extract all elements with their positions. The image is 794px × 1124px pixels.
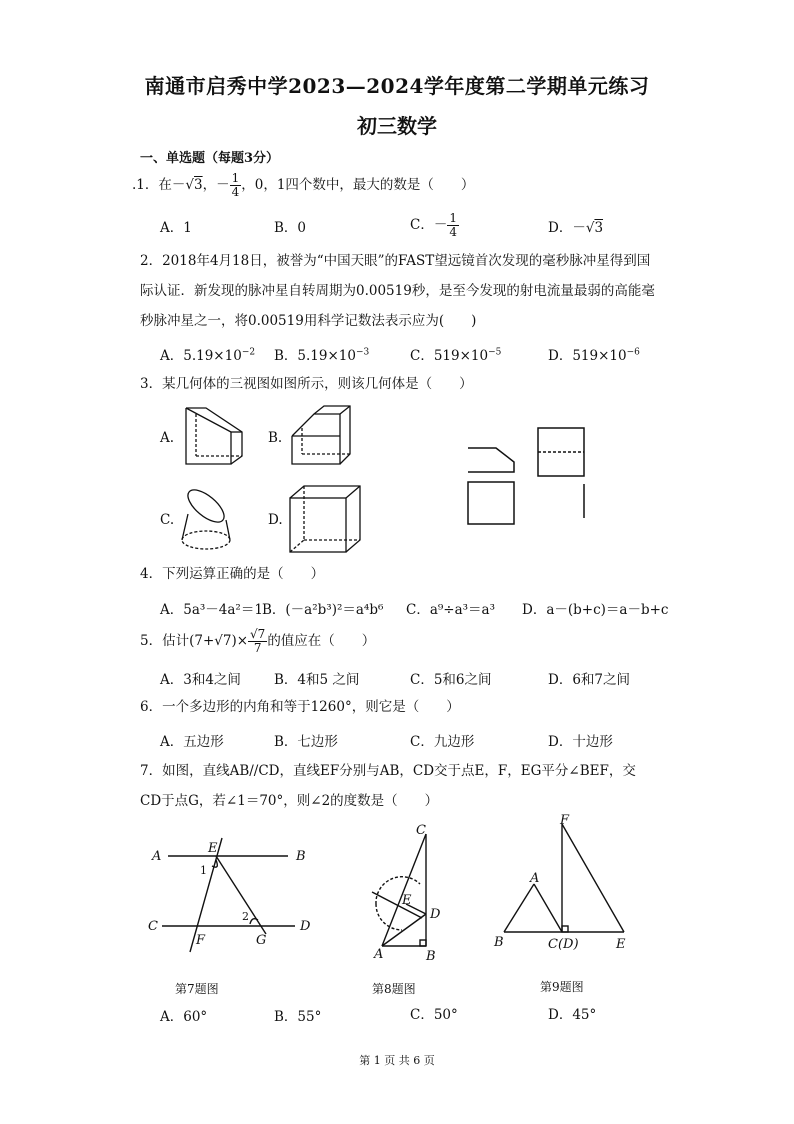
q1-option-b[interactable]: B．0 bbox=[274, 220, 307, 236]
fig8-label-e: E bbox=[402, 893, 412, 908]
q3-three-views bbox=[460, 422, 610, 528]
fig7-label-e: E bbox=[208, 841, 218, 856]
q1-pre: .1．在－ bbox=[132, 177, 186, 193]
exam-subtitle: 初三数学 bbox=[357, 114, 437, 138]
fig9-label-e: E bbox=[616, 937, 626, 952]
q1-c-num: 1 bbox=[449, 211, 457, 225]
q6-option-b[interactable]: B．七边形 bbox=[274, 734, 338, 750]
q1-c-pre: C．－ bbox=[410, 217, 448, 233]
q5-pre: 5．估计 bbox=[140, 633, 190, 649]
figure-9 bbox=[490, 808, 640, 958]
q7-option-b[interactable]: B．55° bbox=[274, 1009, 322, 1025]
fig9-label-f: F bbox=[560, 813, 570, 828]
q7-option-c[interactable]: C．50° bbox=[410, 1007, 458, 1023]
q2-d-base: D．519×10 bbox=[548, 348, 627, 364]
q6-option-a[interactable]: A．五边形 bbox=[160, 734, 224, 750]
question-2-line-3: 秒脉冲星之一，将0.00519用科学记数法表示应为( ) bbox=[140, 313, 477, 329]
q3-option-b[interactable]: B. bbox=[268, 430, 283, 446]
question-5 bbox=[140, 628, 375, 655]
q2-a-exp: −2 bbox=[241, 347, 256, 358]
question-4: 4．下列运算正确的是（ ） bbox=[140, 566, 325, 582]
q1-c-den: 4 bbox=[449, 225, 457, 239]
q3-option-a[interactable]: A. bbox=[160, 430, 175, 446]
question-6: 6．一个多边形的内角和等于1260°，则它是（ ） bbox=[140, 699, 460, 715]
q4-option-d[interactable]: D．a－(b+c)＝a－b+c bbox=[522, 602, 669, 618]
q2-option-a[interactable] bbox=[160, 344, 255, 364]
q1-d-pre: D．－ bbox=[548, 220, 586, 236]
q5-option-a[interactable]: A．3和4之间 bbox=[160, 672, 241, 688]
fig8-label-a: A bbox=[374, 947, 384, 962]
q2-b-base: B．5.19×10 bbox=[274, 348, 356, 364]
figure-7 bbox=[140, 830, 330, 970]
figure-8-caption: 第8题图 bbox=[372, 982, 416, 996]
q3-solid-a bbox=[176, 404, 256, 470]
section-heading: 一、单选题（每题3分） bbox=[140, 151, 280, 166]
fig9-label-b: B bbox=[494, 935, 504, 950]
q3-option-d[interactable]: D. bbox=[268, 512, 283, 528]
q1-fraction bbox=[230, 172, 242, 199]
q2-b-exp: −3 bbox=[355, 347, 370, 358]
fig8-label-b: B bbox=[426, 949, 436, 964]
figure-7-caption: 第7题图 bbox=[175, 982, 219, 996]
q5-frac-den: 7 bbox=[253, 641, 262, 655]
q1-sep: ，－ bbox=[202, 177, 230, 193]
q5-post: 的值应在（ ） bbox=[267, 633, 376, 649]
q3-solid-c bbox=[176, 480, 246, 556]
q5-expr: (7+√7)× bbox=[189, 633, 249, 649]
q1-sqrt: 3 bbox=[194, 177, 203, 193]
q5-fraction bbox=[248, 628, 267, 655]
fig7-label-g: G bbox=[256, 933, 267, 948]
fig8-label-c: C bbox=[416, 823, 426, 838]
fig7-label-1: 1 bbox=[200, 864, 207, 877]
q5-option-d[interactable]: D．6和7之间 bbox=[548, 672, 631, 688]
exam-title: 南通市启秀中学2023—2024学年度第二学期单元练习 bbox=[144, 74, 650, 98]
fig8-label-d: D bbox=[430, 907, 441, 922]
q1-option-d[interactable]: D．－√3 bbox=[548, 220, 604, 236]
q1-frac-den: 4 bbox=[231, 185, 240, 199]
q5-option-b[interactable]: B．4和5 之间 bbox=[274, 672, 360, 688]
fig9-label-cd: C(D) bbox=[548, 937, 579, 952]
q6-option-d[interactable]: D．十边形 bbox=[548, 734, 613, 750]
question-7-line-2: CD于点G，若∠1＝70°，则∠2的度数是（ ） bbox=[140, 793, 439, 809]
q1-post: ，0，1四个数中，最大的数是（ ） bbox=[241, 177, 475, 193]
question-1: .1．在－√3，－ $\frac{1}{4}$ ，0，1四个数中，最大的数是（ ） bbox=[132, 171, 475, 199]
q6-option-c[interactable]: C．九边形 bbox=[410, 734, 475, 750]
question-7-line-1: 7．如图，直线AB//CD，直线EF分别与AB，CD交于点E，F，EG平分∠BEF，交 bbox=[140, 763, 636, 779]
q3-solid-d bbox=[284, 484, 368, 556]
fig9-label-a: A bbox=[530, 871, 540, 886]
q2-c-base: C．519×10 bbox=[410, 348, 489, 364]
q5-option-c[interactable]: C．5和6之间 bbox=[410, 672, 492, 688]
question-2-line-2: 际认证．新发现的脉冲星自转周期为0.00519秒，是至今发现的射电流量最弱的高能毫 bbox=[140, 283, 655, 299]
q7-option-d[interactable]: D．45° bbox=[548, 1007, 597, 1023]
fig7-label-c: C bbox=[148, 919, 158, 934]
q1-c-fraction bbox=[447, 212, 459, 239]
q2-option-d[interactable] bbox=[548, 344, 640, 364]
q1-d-sqrt: 3 bbox=[594, 220, 604, 236]
fig7-label-2: 2 bbox=[242, 910, 249, 923]
q3-option-c[interactable]: C. bbox=[160, 512, 175, 528]
page-footer: 第 1 页 共 6 页 bbox=[359, 1054, 435, 1067]
figure-9-caption: 第9题图 bbox=[540, 980, 584, 994]
q2-option-b[interactable] bbox=[274, 344, 369, 364]
q2-d-exp: −6 bbox=[626, 347, 640, 358]
q5-frac-num: √7 bbox=[250, 627, 266, 641]
q1-option-c[interactable] bbox=[410, 212, 459, 239]
q2-a-base: A．5.19×10 bbox=[160, 348, 242, 364]
figure-8 bbox=[362, 818, 452, 968]
fig7-label-a: A bbox=[152, 849, 162, 864]
q3-solid-b bbox=[284, 404, 364, 470]
fig7-label-f: F bbox=[196, 933, 206, 948]
q2-option-c[interactable] bbox=[410, 344, 501, 364]
q4-option-b[interactable]: B．(－a²b³)²＝a⁴b⁶ bbox=[262, 602, 384, 618]
q2-c-exp: −5 bbox=[488, 347, 502, 358]
q4-option-c[interactable]: C．a⁹÷a³＝a³ bbox=[406, 602, 496, 618]
question-3: 3．某几何体的三视图如图所示，则该几何体是（ ） bbox=[140, 376, 473, 392]
q1-option-a[interactable]: A．1 bbox=[160, 220, 192, 236]
q7-option-a[interactable]: A．60° bbox=[160, 1009, 208, 1025]
q4-option-a[interactable]: A．5a³－4a²＝1 bbox=[160, 602, 263, 618]
fig7-label-b: B bbox=[296, 849, 306, 864]
question-2-line-1: 2．2018年4月18日，被誉为“中国天眼”的FAST望远镜首次发现的毫秒脉冲星得到国 bbox=[140, 253, 651, 269]
q1-frac-num: 1 bbox=[231, 171, 240, 185]
fig7-label-d: D bbox=[300, 919, 311, 934]
